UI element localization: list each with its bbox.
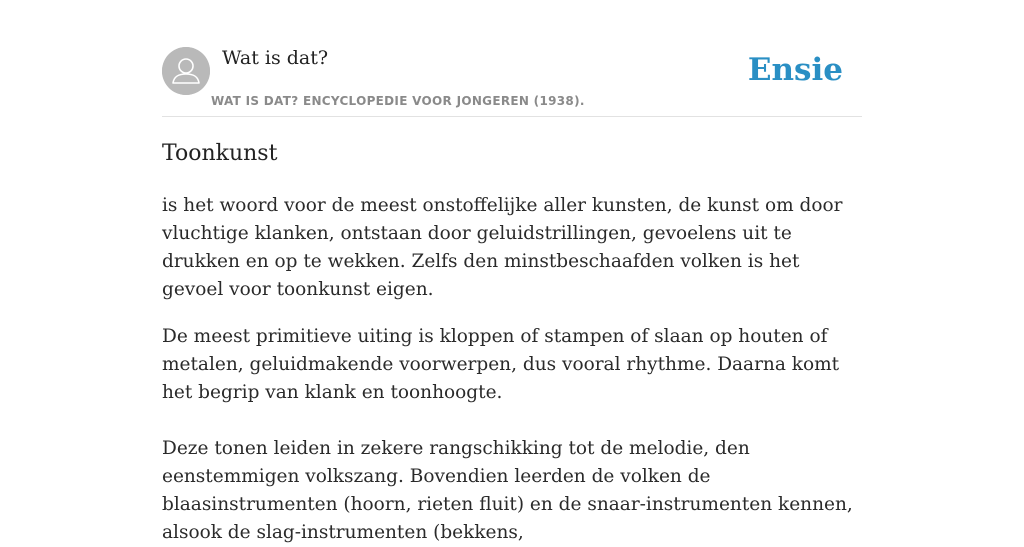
article-paragraph: De meest primitieve uiting is kloppen of stampen of slaan op houten of metalen, geluidmakende voorwerpen, dus vooral rhythme. Daarna komt het begrip van klank en toonhoogte.	[162, 326, 840, 403]
article-title: Toonkunst	[162, 141, 278, 166]
source-title[interactable]: Wat is dat?	[222, 47, 329, 69]
source-subtitle[interactable]: WAT IS DAT? ENCYCLOPEDIE VOOR JONGEREN (1938).	[211, 94, 585, 108]
source-header	[162, 46, 862, 117]
article-content	[162, 138, 862, 547]
article-paragraph: Deze tonen leiden in zekere rangschikking tot de melodie, den eenstemmigen volkszang. Bovendien leerden de volken de blaasinstrumenten (hoorn, rieten fluit) en de snaar-instrumenten kennen, alsook de slag-instrumenten (bekkens,	[162, 438, 853, 543]
article-paragraph: is het woord voor de meest onstoffelijke aller kunsten, de kunst om door vluchtige klanken, ontstaan door geluidstrillingen, gevoelens uit te drukken en op te wekken. Zelfs den minstbeschaafden volken is het gevoel voor toonkunst eigen.	[162, 195, 843, 300]
ensie-logo[interactable]: Ensie	[747, 52, 843, 88]
user-avatar-icon[interactable]	[162, 47, 210, 95]
